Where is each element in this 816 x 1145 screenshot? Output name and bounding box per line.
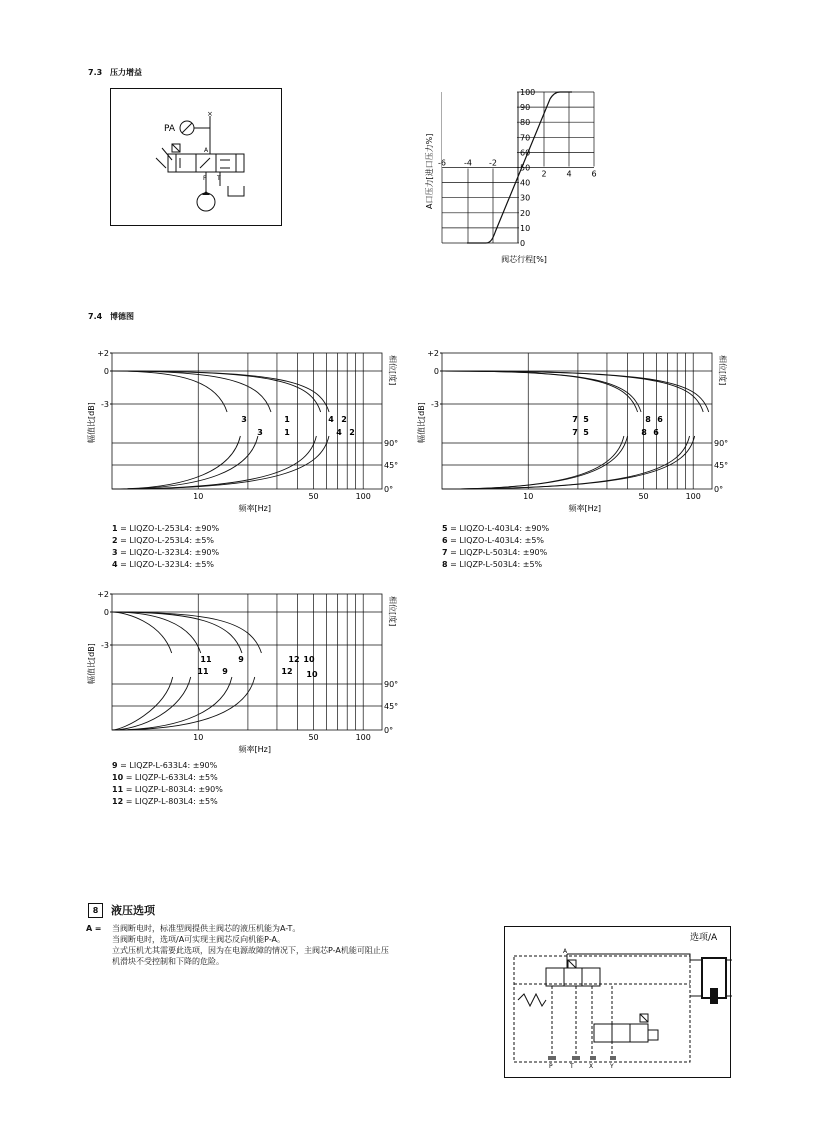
curve-label: 11 xyxy=(197,667,209,676)
left-tick-label: +2 xyxy=(427,349,439,358)
section-title: 压力增益 xyxy=(110,68,142,77)
x-tick-label: 50 xyxy=(308,492,319,501)
label-mask xyxy=(442,91,517,169)
pressure-gain-ylabel: A口压力[进口压力%] xyxy=(425,133,434,209)
curve-label: 6 xyxy=(657,415,663,424)
section-number: 8 xyxy=(88,903,103,918)
left-tick-label: +2 xyxy=(97,590,109,599)
legend-item: 1 = LIQZO-L-253L4: ±90% xyxy=(112,524,220,533)
amplitude-curve xyxy=(442,371,641,412)
x-tick-label: 10 xyxy=(523,492,534,501)
curve-label: 3 xyxy=(257,428,263,437)
section-number: 7.4 xyxy=(88,312,103,321)
y-tick-label: 40 xyxy=(520,178,531,188)
right-tick-label: 45° xyxy=(384,702,399,711)
right-tick-label: 0° xyxy=(384,726,394,735)
curve-label: 1 xyxy=(284,428,290,437)
curve-label: 10 xyxy=(303,655,315,664)
y-tick-label: 20 xyxy=(520,208,531,218)
right-tick-label: 0° xyxy=(384,485,394,494)
legend-item: 7 = LIQZP-L-503L4: ±90% xyxy=(442,548,548,557)
curve-label: 8 xyxy=(645,415,651,424)
section-title: 博德图 xyxy=(110,312,134,321)
left-tick-label: -3 xyxy=(101,400,109,409)
bode-ylabel-left: 幅值比[dB] xyxy=(87,643,96,684)
bode-xlabel: 频率[Hz] xyxy=(568,504,601,513)
y-tick-label: 30 xyxy=(520,193,531,203)
phase-curve xyxy=(112,436,316,489)
x-tick-label: 100 xyxy=(685,492,701,501)
text-line: 当阀断电时，选项/A可实现主阀芯反向机能P-A。 xyxy=(112,935,285,944)
x-tick-label: 50 xyxy=(308,733,319,742)
bode-chart-3 xyxy=(82,585,412,757)
curve-label: 5 xyxy=(583,428,589,437)
y-tick-label: 100 xyxy=(520,88,536,97)
left-tick-label: 0 xyxy=(103,367,109,376)
port-y: Y xyxy=(610,1063,614,1070)
x-tick-label: 10 xyxy=(193,492,204,501)
right-tick-label: 0° xyxy=(714,485,724,494)
x-tick-label: 100 xyxy=(355,733,371,742)
port-p: P xyxy=(549,1063,553,1070)
text-line: 立式压机尤其需要此选项，因为在电源故障的情况下，主阀芯P-A机能可阻止压 xyxy=(112,946,389,955)
curve-label: 1 xyxy=(284,415,290,424)
right-tick-label: 45° xyxy=(384,461,399,470)
legend-item: 12 = LIQZP-L-803L4: ±5% xyxy=(112,797,218,806)
y-tick-label: 10 xyxy=(520,223,531,233)
bode-chart-1 xyxy=(82,344,412,516)
plot-frame xyxy=(112,594,382,730)
x-tick-label: 2 xyxy=(541,169,547,179)
section-7-3-heading xyxy=(88,67,142,78)
right-tick-label: 90° xyxy=(384,439,399,448)
x-tick-label: -4 xyxy=(464,158,472,168)
x-tick-label: 10 xyxy=(193,733,204,742)
pressure-gain-xlabel: 阀芯行程[%] xyxy=(501,255,547,264)
x-tick-label: 6 xyxy=(591,169,597,179)
legend-item: 4 = LIQZO-L-323L4: ±5% xyxy=(112,560,215,569)
curve-label: 7 xyxy=(572,428,578,437)
svg-text:×: × xyxy=(207,110,213,118)
legend-3 xyxy=(112,760,223,808)
left-tick-label: -3 xyxy=(101,641,109,650)
bode-ylabel-right: 相位[度] xyxy=(388,355,397,386)
port-a-label: A xyxy=(563,948,568,955)
phase-curve xyxy=(112,436,240,489)
curve-label: 12 xyxy=(281,667,293,676)
amplitude-curve xyxy=(112,612,242,653)
port-x: X xyxy=(589,1063,594,1070)
item-label: A xyxy=(86,924,93,933)
curve-label: 3 xyxy=(241,415,247,424)
x-tick-label: -6 xyxy=(438,158,446,168)
legend-item: 5 = LIQZO-L-403L4: ±90% xyxy=(442,524,550,533)
legend-item: 3 = LIQZO-L-323L4: ±90% xyxy=(112,548,220,557)
x-tick-label: 100 xyxy=(355,492,371,501)
left-tick-label: 0 xyxy=(433,367,439,376)
option-a-diagram xyxy=(504,926,731,1078)
x-tick-label: 50 xyxy=(638,492,649,501)
label-t: T xyxy=(217,175,221,182)
amplitude-curve xyxy=(112,371,329,412)
curve-label: 2 xyxy=(341,415,347,424)
bode-ylabel-left: 幅值比[dB] xyxy=(87,402,96,443)
text-line: 当阀断电时，标准型阀提供主阀芯的液压机能为A-T。 xyxy=(112,924,301,933)
phase-curve xyxy=(442,436,624,489)
option-title: 选项/A xyxy=(690,933,718,943)
section-7-4-heading xyxy=(88,311,134,322)
phase-curve xyxy=(112,677,232,730)
bode-chart-2 xyxy=(412,344,742,516)
left-tick-label: +2 xyxy=(97,349,109,358)
label-p: P xyxy=(203,175,207,182)
right-tick-label: 90° xyxy=(714,439,729,448)
port-t: T xyxy=(570,1063,574,1070)
curve-label: 9 xyxy=(238,655,244,664)
y-tick-label: 90 xyxy=(520,103,531,113)
section-title: 液压选项 xyxy=(111,904,155,917)
curve-label: 4 xyxy=(336,428,342,437)
phase-curve xyxy=(442,436,690,489)
amplitude-curve xyxy=(112,371,227,412)
legend-2 xyxy=(442,523,549,571)
right-tick-label: 45° xyxy=(714,461,729,470)
legend-item: 8 = LIQZP-L-503L4: ±5% xyxy=(442,560,543,569)
legend-1 xyxy=(112,523,219,571)
amplitude-curve xyxy=(112,612,201,653)
left-tick-label: -3 xyxy=(431,400,439,409)
legend-item: 10 = LIQZP-L-633L4: ±5% xyxy=(112,773,218,782)
curve-label: 2 xyxy=(349,428,355,437)
section-8-text xyxy=(86,923,456,967)
curve-label: 12 xyxy=(288,655,300,664)
curve-label: 6 xyxy=(653,428,659,437)
text-line: 机滑块不受控制和下降的危险。 xyxy=(112,957,224,966)
amplitude-curve xyxy=(112,612,172,653)
left-tick-label: 0 xyxy=(103,608,109,617)
label-a: A xyxy=(204,147,209,154)
bode-xlabel: 频率[Hz] xyxy=(238,504,271,513)
label-pa: PA xyxy=(164,124,176,134)
curve-label: 10 xyxy=(306,670,318,679)
pressure-gain-chart xyxy=(420,85,610,267)
curve-label: 8 xyxy=(641,428,647,437)
amplitude-curve xyxy=(442,371,703,412)
phase-curve xyxy=(442,436,628,489)
y-tick-label: 80 xyxy=(520,118,531,128)
curve-label: 4 xyxy=(328,415,334,424)
curve-label: 11 xyxy=(200,655,212,664)
x-tick-label: 4 xyxy=(566,169,572,179)
item-eq: = xyxy=(94,924,102,933)
label-mask xyxy=(519,167,595,245)
x-tick-label: -2 xyxy=(489,158,497,168)
y-tick-label: 60 xyxy=(520,148,531,158)
bode-ylabel-left: 幅值比[dB] xyxy=(417,402,426,443)
curve-label: 9 xyxy=(222,667,228,676)
legend-item: 2 = LIQZO-L-253L4: ±5% xyxy=(112,536,215,545)
legend-item: 9 = LIQZP-L-633L4: ±90% xyxy=(112,761,218,770)
amplitude-curve xyxy=(112,371,271,412)
phase-curve xyxy=(112,677,173,730)
amplitude-curve xyxy=(442,371,638,412)
curve-label: 5 xyxy=(583,415,589,424)
right-tick-label: 90° xyxy=(384,680,399,689)
curve-label: 7 xyxy=(572,415,578,424)
legend-item: 6 = LIQZO-L-403L4: ±5% xyxy=(442,536,545,545)
legend-item: 11 = LIQZP-L-803L4: ±90% xyxy=(112,785,223,794)
y-tick-label: 0 xyxy=(520,239,526,248)
phase-curve xyxy=(112,436,329,489)
y-tick-label: 50 xyxy=(520,163,531,173)
section-8-heading xyxy=(88,902,155,918)
bode-ylabel-right: 相位[度] xyxy=(718,355,727,386)
pressure-gain-circuit-diagram xyxy=(110,88,282,226)
section-number: 7.3 xyxy=(88,68,103,77)
bode-ylabel-right: 相位[度] xyxy=(388,596,397,627)
bode-xlabel: 频率[Hz] xyxy=(238,745,271,754)
y-tick-label: 70 xyxy=(520,133,531,143)
